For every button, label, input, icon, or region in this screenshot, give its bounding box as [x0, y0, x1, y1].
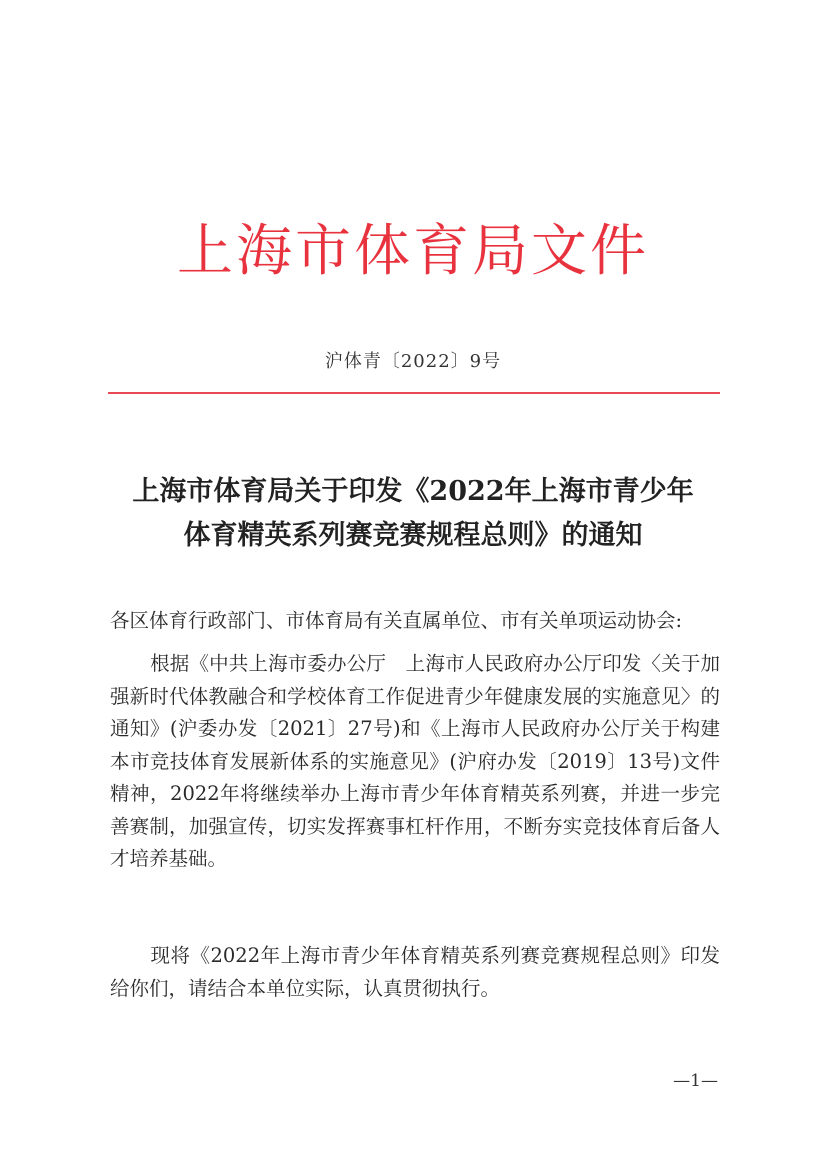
red-divider-line [108, 392, 720, 394]
notice-title-line-1: 上海市体育局关于印发《2022年上海市青少年 [132, 476, 694, 507]
body-paragraph-2-text: 现将《2022年上海市青少年体育精英系列赛竞赛规程总则》印发给你们，请结合本单位实际，认真贯彻执行。 [110, 944, 720, 1000]
notice-title-line-2: 体育精英系列赛竞赛规程总则》的通知 [183, 520, 643, 551]
document-number: 沪体青〔2022〕9号 [324, 351, 502, 372]
document-header-title: 上海市体育局文件 [177, 219, 649, 284]
notice-title [100, 470, 726, 558]
page-number: —1— [673, 1071, 718, 1091]
body-paragraph-1 [110, 648, 720, 876]
recipient-line: 各区体育行政部门、市体育局有关直属单位、市有关单项运动协会: [110, 609, 683, 632]
body-paragraph-1-text: 根据《中共上海市委办公厅 上海市人民政府办公厅印发〈关于加强新时代体教融合和学校体育工作促进青少年健康发展的实施意见〉的通知》(沪委办发〔2021〕27号)和《上海市人民政府办公厅关于构建本市竞技体育发展新体系的实施意见》(沪府办发〔2019〕13号)文件精神，2022年将继续举办上海市青少年体育精英系列赛，并进一步完善赛制，加强宣传，切实发挥赛事杠杆作用，不断夯实竞技体育后备人才培养基础。 [110, 652, 720, 870]
body-paragraph-2 [110, 940, 720, 1005]
